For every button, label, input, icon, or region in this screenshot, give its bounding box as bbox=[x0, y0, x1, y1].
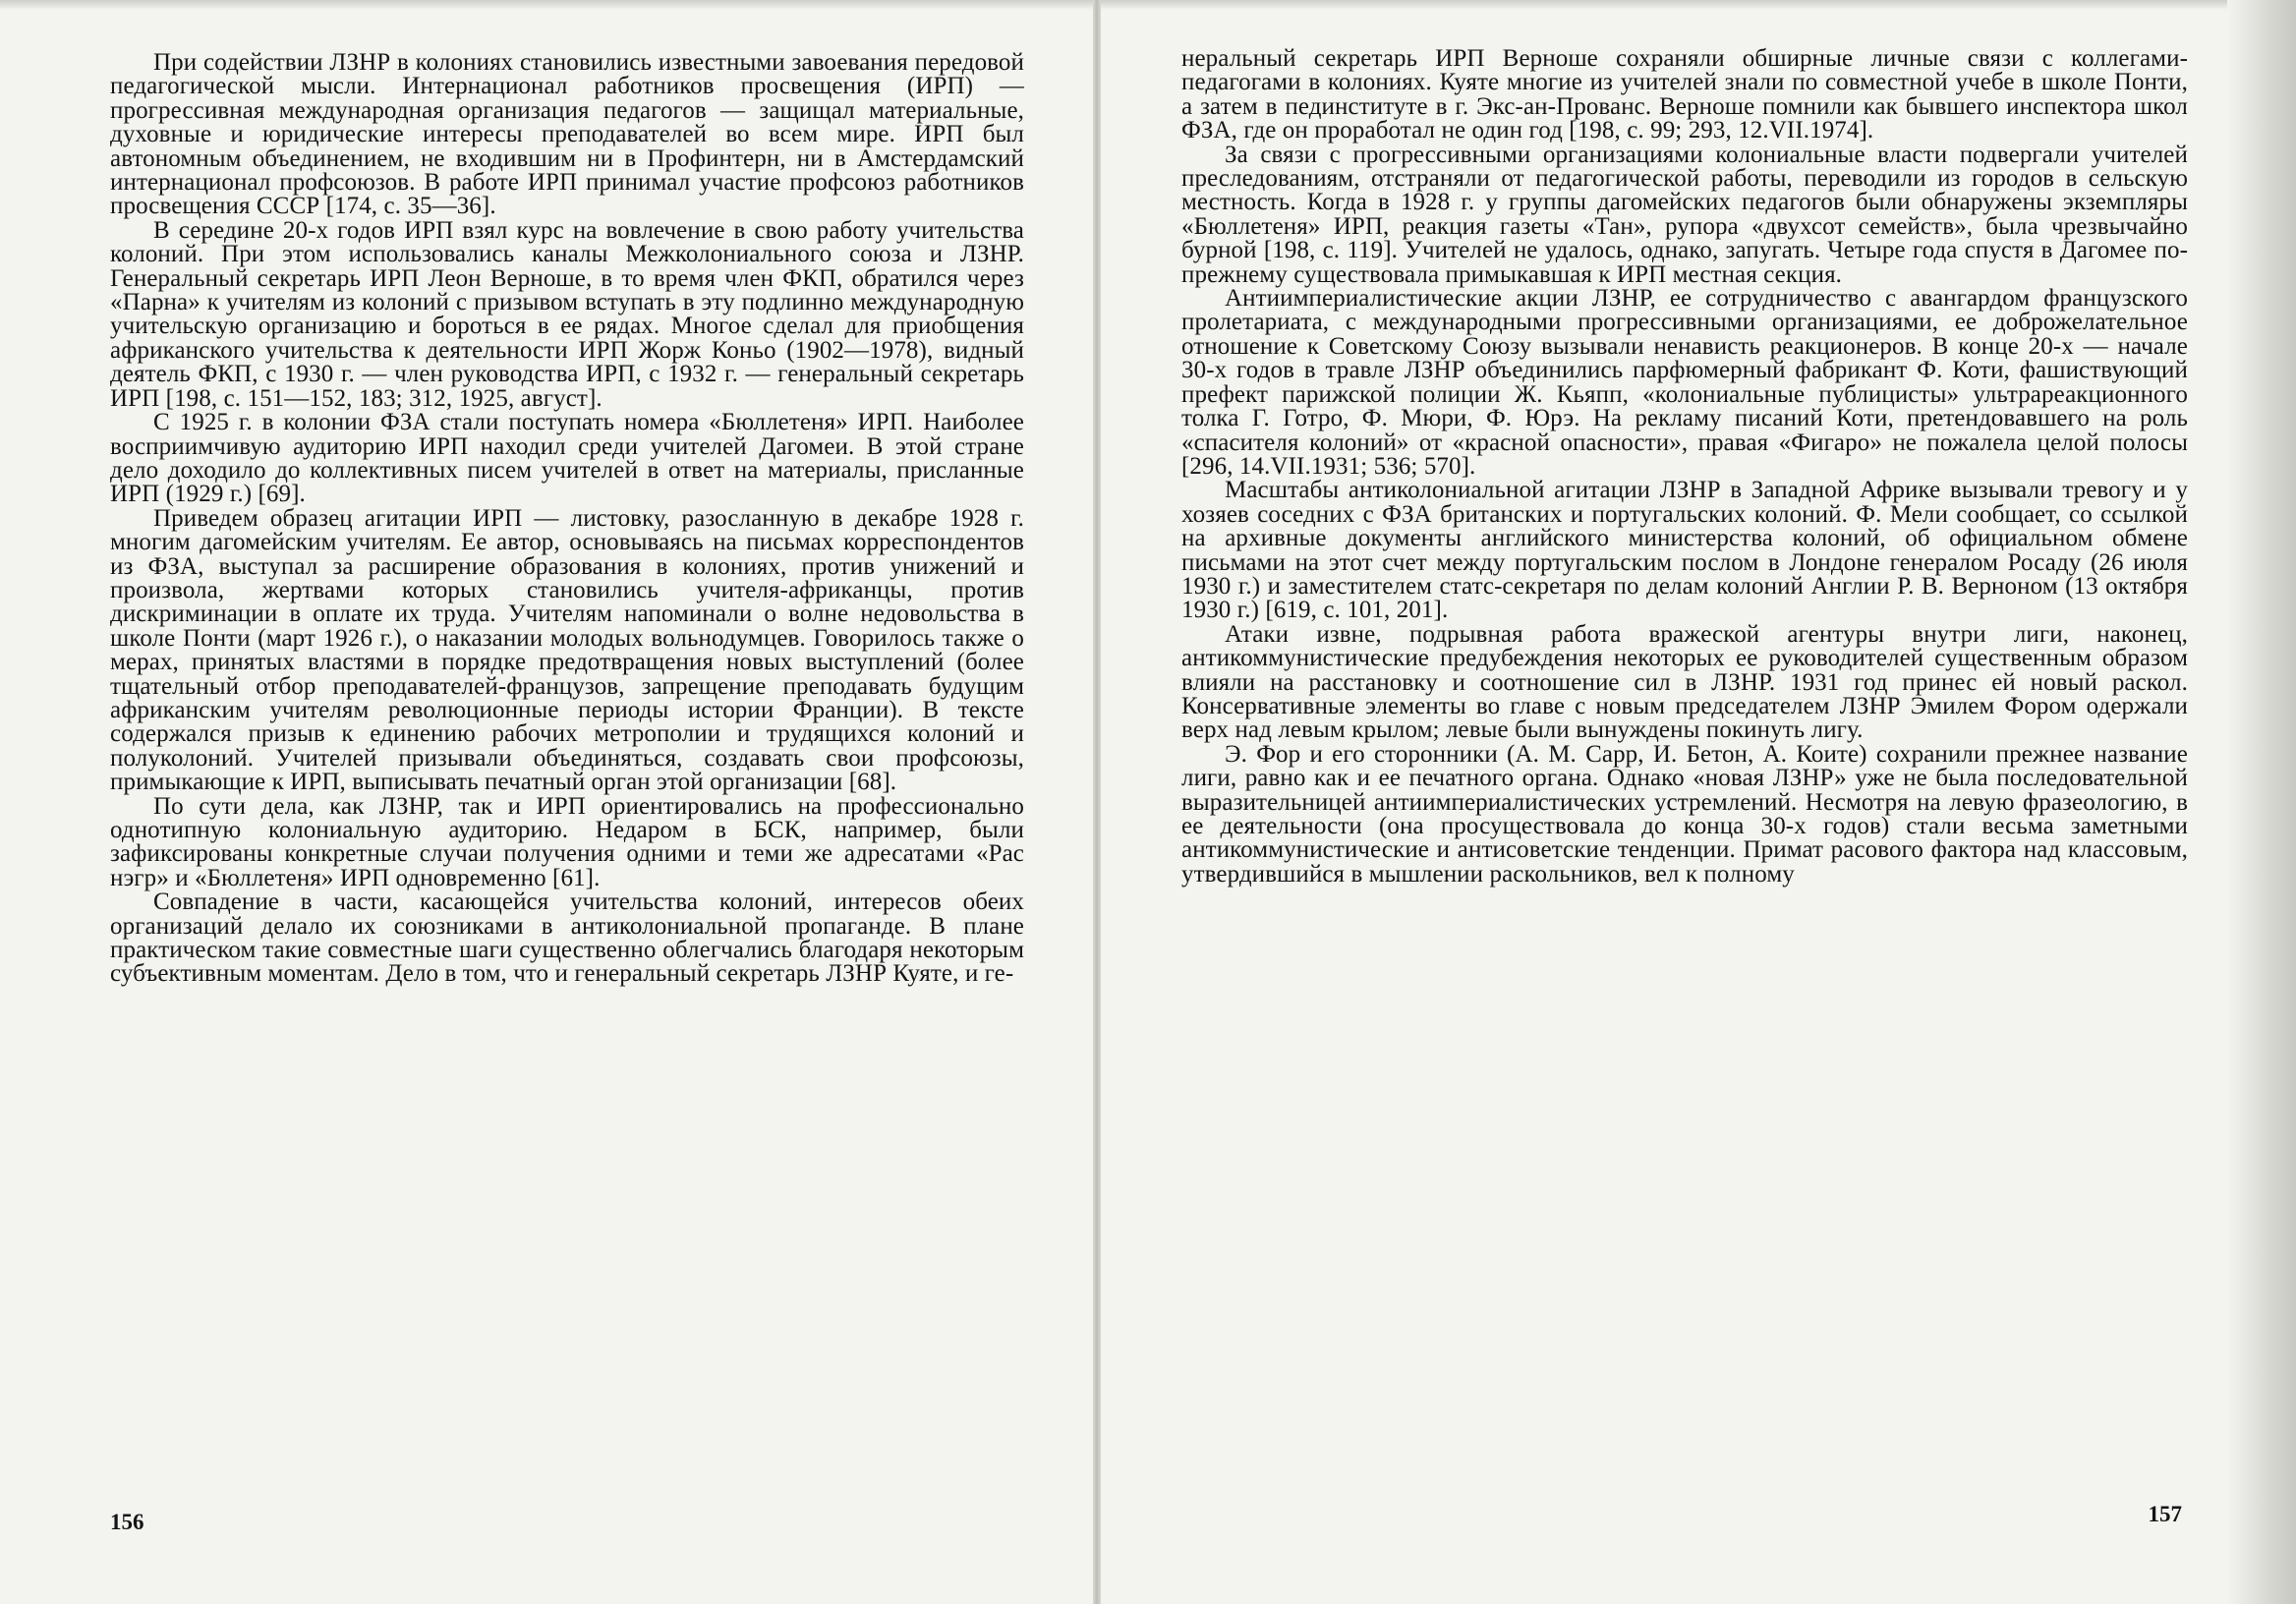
book-gutter bbox=[1093, 0, 1101, 1604]
paragraph: неральный секретарь ИРП Верноше сохраняли обширные личные связи с коллегами-педагогами в колониях. Куяте многие из учителей знали по совместной учебе в школе Понти, а затем в пединституте в г. Экс-ан-Прованс. Верноше помнили как бывшего инспектора школ ФЗА, где он проработал не один год [198, с. 99; 293, 12.VII.1974]. bbox=[1181, 45, 2188, 144]
right-page bbox=[1101, 0, 2296, 1604]
page-number-left: 156 bbox=[110, 1510, 144, 1534]
left-page-text bbox=[110, 51, 1024, 987]
page-number-right: 157 bbox=[2148, 1502, 2182, 1526]
paragraph: Приведем образец агитации ИРП — листовку, разосланную в декабре 1928 г. многим дагомейским учителям. Ее автор, основываясь на письмах корреспондентов из ФЗА, выступал за расширение образования в колониях, против унижений и произвола, жертвами которых становились учителя-африканцы, против дискриминации в оплате их труда. Учителям напоминали о волне недовольства в школе Понти (март 1926 г.), о наказании молодых вольнодумцев. Говорилось также о мерах, принятых властями в порядке предотвращения новых выступлений (более тщательный отбор преподавателей-французов, запрещение преподавать будущим африканским учителям революционные периоды истории Франции). В тексте содержался призыв к единению рабочих метрополии и трудящихся колоний и полуколоний. Учителей призывали объединяться, создавать свои профсоюзы, примыкающие к ИРП, выписывать печатный орган этой организации [68]. bbox=[110, 504, 1024, 796]
paragraph: По сути дела, как ЛЗНР, так и ИРП ориентировались на профессионально однотипную колониальную аудиторию. Недаром в БСК, например, были зафиксированы конкретные случаи получения одними и теми же адресатами «Рас нэгр» и «Бюллетеня» ИРП одновременно [61]. bbox=[110, 792, 1024, 891]
paragraph: В середине 20-х годов ИРП взял курс на вовлечение в свою работу учительства колоний. При этом использовались каналы Межколониального союза и ЛЗНР. Генеральный секретарь ИРП Леон Верноше, в то время член ФКП, обратился через «Парна» к учителям из колоний с призывом вступать в эту подлинно международную учительскую организацию и бороться в ее рядах. Многое сделал для приобщения африканского учительства к деятельности ИРП Жорж Коньо (1902—1978), видный деятель ФКП, с 1930 г. — член руководства ИРП, с 1932 г. — генеральный секретарь ИРП [198, с. 151—152, 183; 312, 1925, август]. bbox=[110, 216, 1024, 412]
paragraph: С 1925 г. в колонии ФЗА стали поступать номера «Бюллетеня» ИРП. Наиболее восприимчивую аудиторию ИРП находил среди учителей Дагомеи. В этой стране дело доходило до коллективных писем учителей в ответ на материалы, присланные ИРП (1929 г.) [69]. bbox=[110, 409, 1024, 508]
right-page-text bbox=[1181, 47, 2188, 887]
paragraph: За связи с прогрессивными организациями колониальные власти подвергали учителей преследованиям, отстраняли от педагогической работы, переводили из городов в сельскую местность. Когда в 1928 г. у группы дагомейских педагогов были обнаружены экземпляры «Бюллетеня» ИРП, реакция газеты «Тан», рупора «двухсот семейств», была чрезвычайно бурной [198, с. 119]. Учителей не удалось, однако, запугать. Четыре года спустя в Дагомее по-прежнему существовала примыкавшая к ИРП местная секция. bbox=[1181, 141, 2188, 288]
paragraph: При содействии ЛЗНР в колониях становились известными завоевания передовой педагогической мысли. Интернационал работников просвещения (ИРП) — прогрессивная международная организация педагогов — защищал материальные, духовные и юридические интересы преподавателей во всем мире. ИРП был автономным объединением, не входившим ни в Профинтерн, ни в Амстердамский интернационал профсоюзов. В работе ИРП принимал участие профсоюз работников просвещения СССР [174, с. 35—36]. bbox=[110, 49, 1024, 220]
page-right-edge bbox=[2227, 0, 2296, 1604]
paragraph: Э. Фор и его сторонники (А. М. Сарр, И. Бетон, А. Коите) сохранили прежнее название лиги, равно как и ее печатного органа. Однако «новая ЛЗНР» уже не была последовательной выразительницей антиимпериалистических устремлений. Несмотря на левую фразеологию, в ее деятельности (она просуществовала до конца 30-х годов) стали весьма заметными антикоммунистические и антисоветские тенденции. Примат расового фактора над классовым, утвердившийся в мышлении раскольников, вел к полному bbox=[1181, 740, 2188, 888]
paragraph: Атаки извне, подрывная работа вражеской агентуры внутри лиги, наконец, антикоммунистические предубеждения некоторых ее руководителей существенным образом влияли на расстановку и соотношение сил в ЛЗНР. 1931 год принес ей новый раскол. Консервативные элементы во главе с новым председателем ЛЗНР Эмилем Фором одержали верх над левым крылом; левые были вынуждены покинуть лигу. bbox=[1181, 620, 2188, 744]
paragraph: Антиимпериалистические акции ЛЗНР, ее сотрудничество с авангардом французского пролетариата, с международными прогрессивными организациями, ее доброжелательное отношение к Советскому Союзу вызывали ненависть реакционеров. В конце 20-х — начале 30-х годов в травле ЛЗНР объединились парфюмерный фабрикант Ф. Коти, фашиствующий префект парижской полиции Ж. Кьяпп, «колониальные публицисты» ультрареакционного толка Г. Готро, Ф. Мюри, Ф. Юрэ. На рекламу писаний Коти, претендовавшего на роль «спасителя колоний» от «красной опасности», правая «Фигаро» не пожалела целой полосы [296, 14.VII.1931; 536; 570]. bbox=[1181, 285, 2188, 480]
left-page bbox=[0, 0, 1093, 1604]
paragraph: Совпадение в части, касающейся учительства колоний, интересов обеих организаций делало их союзниками в антиколониальной пропаганде. В плане практическом такие совместные шаги существенно облегчались благодаря некоторым субъективным моментам. Дело в том, что и генеральный секретарь ЛЗНР Куяте, и ге- bbox=[110, 888, 1024, 988]
paragraph: Масштабы антиколониальной агитации ЛЗНР в Западной Африке вызывали тревогу и у хозяев соседних с ФЗА британских и португальских колоний. Ф. Мели сообщает, со ссылкой на архивные документы английского министерства колоний, об официальном обмене письмами на этот счет между португальским послом в Лондоне генералом Росаду (26 июля 1930 г.) и заместителем статс-секретаря по делам колоний Англии Р. В. Верноном (13 октября 1930 г.) [619, с. 101, 201]. bbox=[1181, 477, 2188, 624]
